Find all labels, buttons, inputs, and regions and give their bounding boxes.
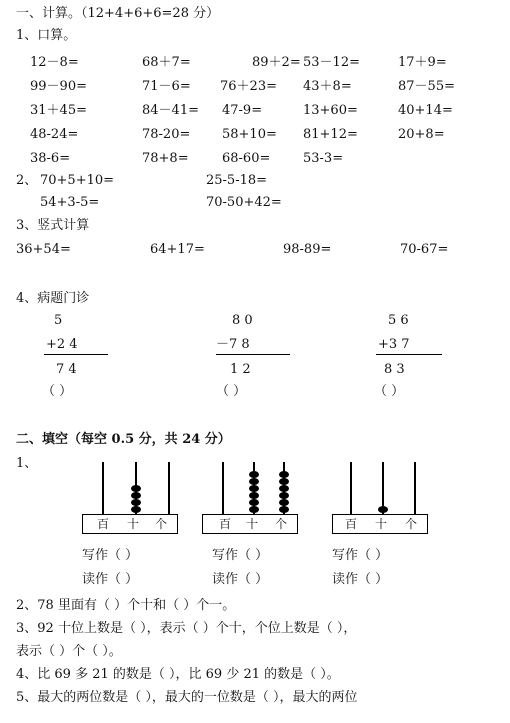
problem: 31＋45= xyxy=(30,103,87,118)
result: 1 2 xyxy=(230,362,251,377)
rod-ones xyxy=(283,462,285,514)
read-as-blank-3[interactable]: 读作（ ） xyxy=(332,572,389,587)
problem: 71－6= xyxy=(142,79,191,94)
abacus-2 xyxy=(202,462,298,534)
bead xyxy=(378,506,388,513)
bead xyxy=(249,499,259,506)
read-as-blank-2[interactable]: 读作（ ） xyxy=(212,572,269,587)
problem: 58+10= xyxy=(222,127,277,142)
sum-line xyxy=(376,354,442,355)
problem: 76＋23= xyxy=(220,79,277,94)
label-tens: 十 xyxy=(375,517,388,531)
problem: 87－55= xyxy=(398,79,455,94)
label-tens: 十 xyxy=(127,517,140,531)
sum-line xyxy=(216,354,290,355)
q4-heading: 4、病题门诊 xyxy=(16,291,90,306)
result: 8 3 xyxy=(384,362,405,377)
bead xyxy=(131,492,141,499)
place-value-box xyxy=(82,514,178,534)
problem: 68-60= xyxy=(222,151,271,166)
problem: 13+60= xyxy=(303,103,358,118)
oral-calc-heading: 1、口算。 xyxy=(16,28,77,43)
section2-title: 二、填空（每空 0.5 分，共 24 分） xyxy=(16,432,231,447)
rod-ones xyxy=(168,462,170,514)
problem: 53-3= xyxy=(303,151,344,166)
rod-tens xyxy=(382,462,384,514)
bead xyxy=(279,492,289,499)
problem: 98-89= xyxy=(283,242,332,257)
sum-line xyxy=(44,354,108,355)
top-number: 8 0 xyxy=(232,313,253,328)
operand: －7 8 xyxy=(216,337,250,352)
bead xyxy=(279,499,289,506)
problem: 70-50+42= xyxy=(206,195,282,210)
problem: 38-6= xyxy=(30,151,71,166)
bead xyxy=(131,506,141,513)
problem: 54+3-5= xyxy=(40,195,100,210)
problem: 78+8= xyxy=(142,151,189,166)
label-hundreds: 百 xyxy=(345,517,358,531)
problem: 47-9= xyxy=(222,103,263,118)
rod-hundreds xyxy=(222,462,224,514)
problem: 12－8= xyxy=(30,55,79,70)
problem: 68＋7= xyxy=(142,55,191,70)
q2-label: 2、 xyxy=(16,173,38,188)
problem: 53－12= xyxy=(303,55,360,70)
write-as-blank-1[interactable]: 写作（ ） xyxy=(82,548,139,563)
write-as-blank-2[interactable]: 写作（ ） xyxy=(212,548,269,563)
bead xyxy=(131,499,141,506)
place-value-box xyxy=(332,514,428,534)
problem: 20+8= xyxy=(398,127,445,142)
question-line: 3、92 十位上数是（ ），表示（ ）个十，个位上数是（ ）， xyxy=(16,621,357,636)
bead xyxy=(249,506,259,513)
bead xyxy=(249,492,259,499)
problem: 78-20= xyxy=(142,127,191,142)
bead xyxy=(131,485,141,492)
problem: 89＋2= xyxy=(252,55,301,70)
problem: 99－90= xyxy=(30,79,87,94)
label-hundreds: 百 xyxy=(97,517,110,531)
problem: 40+14= xyxy=(398,103,453,118)
problem: 64+17= xyxy=(150,242,205,257)
label-ones: 个 xyxy=(405,517,418,531)
abacus-3 xyxy=(332,462,428,534)
label-ones: 个 xyxy=(155,517,168,531)
answer-paren[interactable]: （ ） xyxy=(42,384,73,399)
top-number: 5 6 xyxy=(388,313,409,328)
label-hundreds: 百 xyxy=(219,517,232,531)
bead xyxy=(279,471,289,478)
problem: 17＋9= xyxy=(398,55,447,70)
label-ones: 个 xyxy=(275,517,288,531)
bead xyxy=(249,478,259,485)
answer-paren[interactable]: （ ） xyxy=(216,384,247,399)
operand: +2 4 xyxy=(46,337,78,352)
rod-hundreds xyxy=(350,462,352,514)
q3-heading: 3、竖式计算 xyxy=(16,218,90,233)
bead xyxy=(249,471,259,478)
read-as-blank-1[interactable]: 读作（ ） xyxy=(82,572,139,587)
question-line: 表示（ ）个（ ）。 xyxy=(16,644,122,659)
section1-title: 一、计算。（12+4+6+6=28 分） xyxy=(16,6,220,21)
top-number: 5 xyxy=(54,313,63,328)
result: 7 4 xyxy=(56,362,77,377)
problem: 70-67= xyxy=(400,242,449,257)
answer-paren[interactable]: （ ） xyxy=(374,384,405,399)
bead xyxy=(279,485,289,492)
rod-ones xyxy=(414,462,416,514)
rod-tens xyxy=(135,462,137,514)
write-as-blank-3[interactable]: 写作（ ） xyxy=(332,548,389,563)
problem: 36+54= xyxy=(16,242,71,257)
q1-label: 1、 xyxy=(16,456,38,471)
problem: 43＋8= xyxy=(303,79,352,94)
question-line: 4、比 69 多 21 的数是（ ），比 69 少 21 的数是（ ）。 xyxy=(16,667,340,682)
bead xyxy=(279,506,289,513)
operand: +3 7 xyxy=(378,337,410,352)
problem: 84－41= xyxy=(142,103,199,118)
question-line: 5、最大的两位数是（ ），最大的一位数是（ ），最大的两位 xyxy=(16,690,358,705)
question-line: 2、78 里面有（ ）个十和（ ）个一。 xyxy=(16,598,236,613)
abacus-1 xyxy=(82,462,178,534)
problem: 70+5+10= xyxy=(40,173,115,188)
rod-hundreds xyxy=(102,462,104,514)
rod-tens xyxy=(253,462,255,514)
problem: 25-5-18= xyxy=(206,173,268,188)
bead xyxy=(249,485,259,492)
problem: 48-24= xyxy=(30,127,79,142)
place-value-box xyxy=(202,514,298,534)
label-tens: 十 xyxy=(246,517,259,531)
problem: 81+12= xyxy=(303,127,358,142)
bead xyxy=(279,478,289,485)
